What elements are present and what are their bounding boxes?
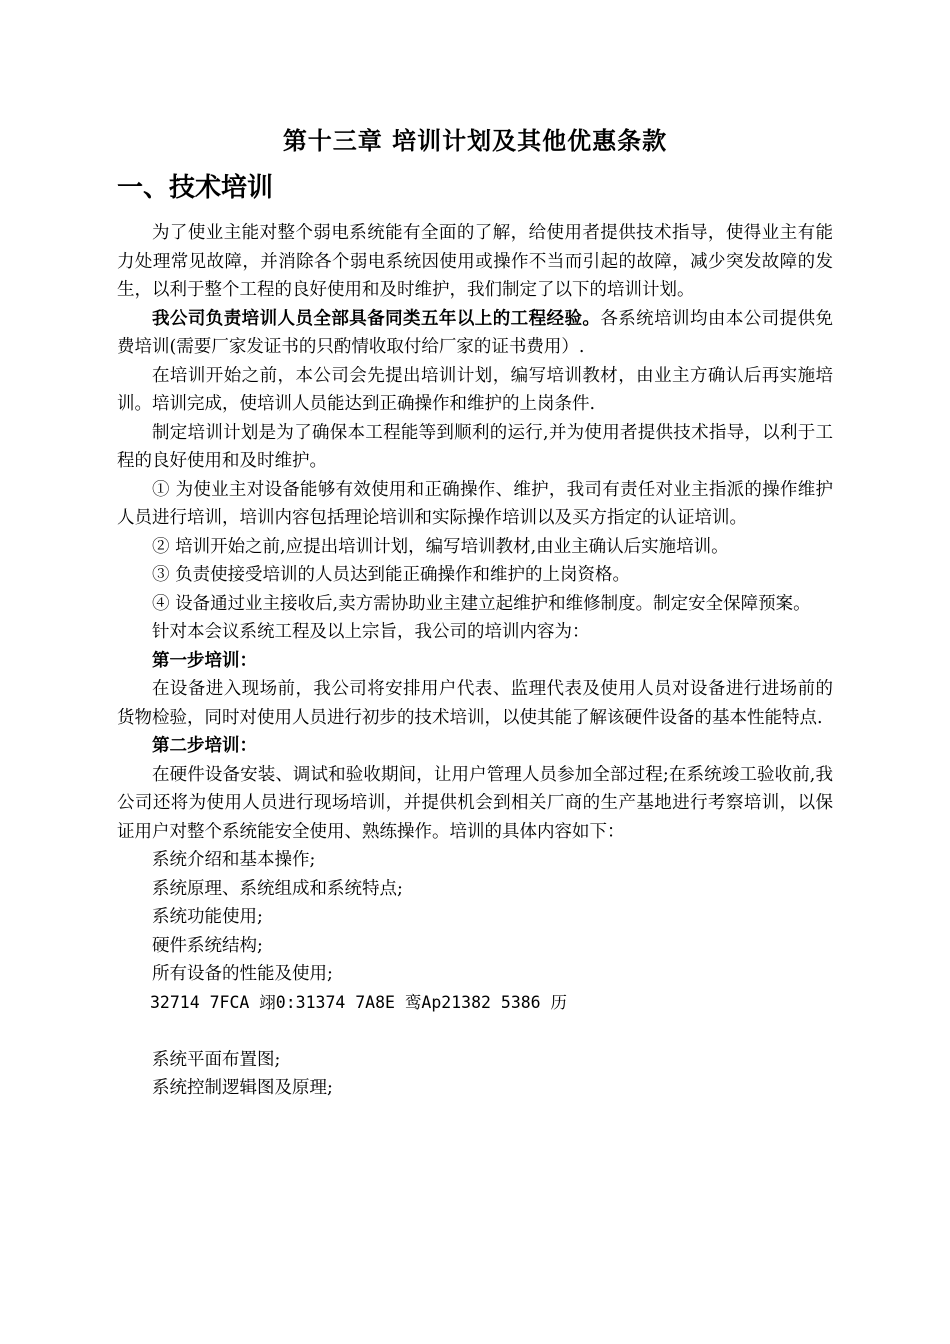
paragraph-purpose: 制定培训计划是为了确保本工程能等到顺利的运行,并为使用者提供技术指导，以利于工程的良好使用和及时维护。 bbox=[117, 422, 833, 471]
list-item: 系统平面布置图; bbox=[152, 1049, 281, 1070]
list-item: 系统功能使用; bbox=[152, 907, 263, 927]
blank-line bbox=[117, 1017, 833, 1046]
numbered-item-4: ④ 设备通过业主接收后,卖方需协助业主建立起维护和维修制度。制定安全保障预案。 bbox=[152, 593, 811, 614]
list-item: 系统介绍和基本操作; bbox=[152, 850, 316, 870]
paragraph-content-intro: 针对本会议系统工程及以上宗旨，我公司的培训内容为： bbox=[152, 622, 590, 642]
paragraph-before-training: 在培训开始之前，本公司会先提出培训计划，编写培训教材，由业主方确认后再实施培训。培训完成，使培训人员能达到正确操作和维护的上岗条件. bbox=[117, 365, 833, 414]
list-item: 系统原理、系统组成和系统特点; bbox=[152, 878, 403, 899]
step2-text: 在硬件设备安装、调试和验收期间，让用户管理人员参加全部过程;在系统竣工验收前,我公司还将为使用人员进行现场培训，并提供机会到相关厂商的生产基地进行考察培训，以保证用户对整个系统能安全使用、熟练操作。培训的具体内容如下： bbox=[117, 764, 833, 842]
list-item: 硬件系统结构; bbox=[152, 935, 263, 956]
garbled-code-line: 32714 7FCA 翊0:31374 7A8E 鸾Ap21382 5386 历 bbox=[150, 992, 568, 1012]
numbered-item-1: ① 为使业主对设备能够有效使用和正确操作、维护，我司有责任对业主指派的操作维护人员进行培训，培训内容包括理论培训和实际操作培训以及买方指定的认证培训。 bbox=[117, 479, 833, 528]
document-body bbox=[117, 219, 833, 1103]
section-title: 一、技术培训 bbox=[117, 173, 274, 203]
numbered-item-2: ② 培训开始之前,应提出培训计划，编写培训教材,由业主确认后实施培训。 bbox=[152, 536, 729, 557]
step1-text: 在设备进入现场前，我公司将安排用户代表、监理代表及使用人员对设备进行进场前的货物检验，同时对使用人员进行初步的技术培训，以使其能了解该硬件设备的基本性能特点. bbox=[117, 679, 833, 728]
list-item: 所有设备的性能及使用; bbox=[152, 964, 333, 984]
step2-heading: 第二步培训： bbox=[152, 736, 257, 756]
staff-experience-bold: 我公司负责培训人员全部具备同类五年以上的工程经验。 bbox=[152, 308, 601, 329]
chapter-title: 第十三章 培训计划及其他优惠条款 bbox=[282, 127, 668, 155]
paragraph-intro: 为了使业主能对整个弱电系统能有全面的了解，给使用者提供技术指导，使得业主有能力处理常见故障，并消除各个弱电系统因使用或操作不当而引起的故障，减少突发故障的发生，以利于整个工程的良好使用和及时维护，我们制定了以下的培训计划。 bbox=[117, 223, 833, 300]
staff-training-text: 各系统培训均由本公司提供免费培训(需要厂家发证书的只酌情收取付给厂家的证书费用）. bbox=[117, 308, 834, 357]
step1-heading: 第一步培训： bbox=[152, 650, 257, 671]
numbered-item-3: ③ 负责使接受培训的人员达到能正确操作和维护的上岗资格。 bbox=[152, 565, 631, 585]
list-item: 系统控制逻辑图及原理; bbox=[152, 1078, 333, 1098]
paragraph-staff bbox=[117, 305, 833, 362]
